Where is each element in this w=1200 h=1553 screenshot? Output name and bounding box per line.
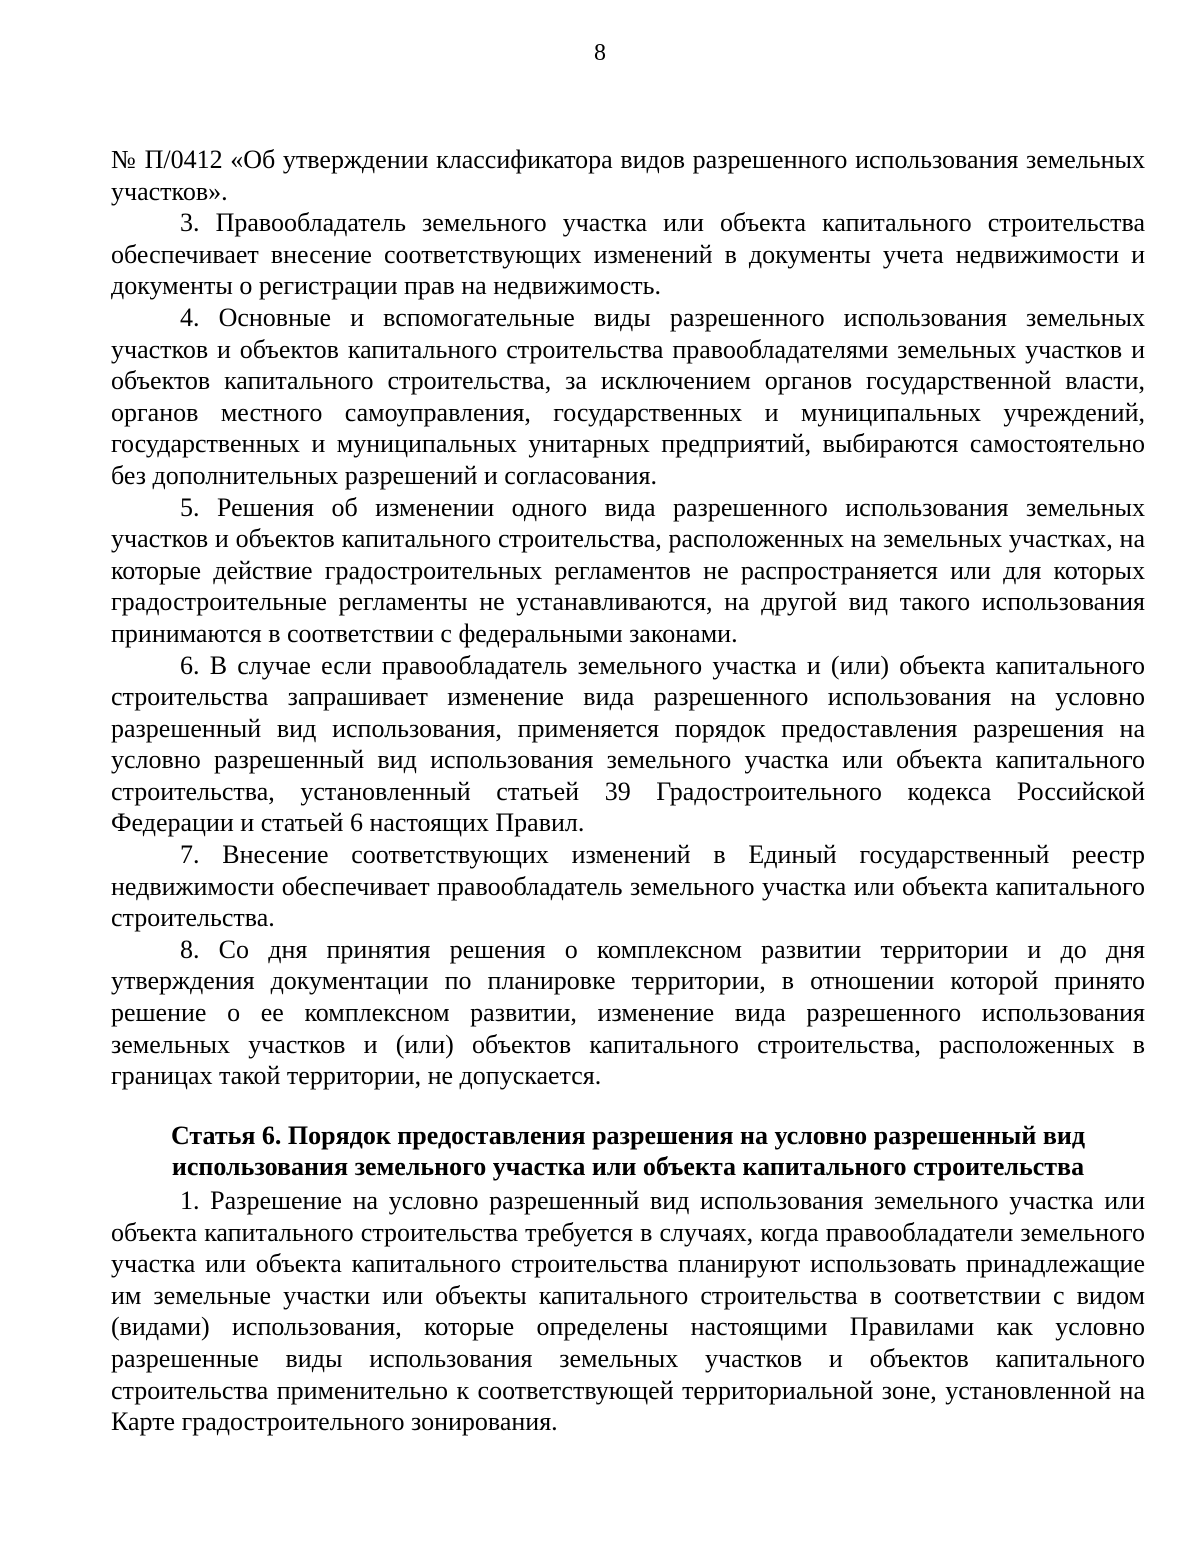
document-body [111, 144, 1145, 1438]
paragraph-item-4: 4. Основные и вспомогательные виды разрешенного использования земельных участков и объектов капитального строительства правообладателями земельных участков и объектов капитального строительства, за исключением органов государственной власти, органов местного самоуправления, государственных и муниципальных учреждений, государственных и муниципальных унитарных предприятий, выбираются самостоятельно без дополнительных разрешений и согласования. [111, 302, 1145, 490]
article-heading-line-1: Статья 6. Порядок предоставления разрешения на условно разрешенный вид [170, 1120, 1085, 1150]
paragraph-item-8: 8. Со дня принятия решения о комплексном развитии территории и до дня утверждения документации по планировке территории, в отношении которой принято решение о ее комплексном развитии, изменение вида разрешенного использования земельных участков и (или) объектов капитального строительства, расположенных в границах такой территории, не допускается. [111, 934, 1145, 1091]
paragraph-item-7: 7. Внесение соответствующих изменений в Единый государственный реестр недвижимости обеспечивает правообладатель земельного участка или объекта капитального строительства. [111, 840, 1145, 933]
article-heading-line-2: использования земельного участка или объекта капитального строительства [171, 1152, 1085, 1182]
paragraph-item-3: 3. Правообладатель земельного участка или объекта капитального строительства обеспечивает внесение соответствующих изменений в документы учета недвижимости и документы о регистрации прав на недвижимость. [111, 208, 1145, 301]
paragraph-item-6: 6. В случае если правообладатель земельного участка и (или) объекта капитального строительства запрашивает изменение вида разрешенного использования на условно разрешенный вид использования, применяется порядок предоставления разрешения на условно разрешенный вид использования земельного участка или объекта капитального строительства, установленный статьей 39 Градостроительного кодекса Российской Федерации и статьей 6 настоящих Правил. [111, 650, 1145, 838]
page-number: 8 [594, 40, 606, 66]
article-paragraph-item-1: 1. Разрешение на условно разрешенный вид использования земельного участка или объекта капитального строительства требуется в случаях, когда правообладатели земельного участка или объекта капитального строительства планируют использовать принадлежащие им земельные участки или объекты капитального строительства в соответствии с видом (видами) использования, которые определены настоящими Правилами как условно разрешенные виды использования земельных участков и объектов капитального строительства применительно к соответствующей территориальной зоне, установленной на Карте градостроительного зонирования. [111, 1186, 1145, 1437]
paragraph-item-5: 5. Решения об изменении одного вида разрешенного использования земельных участков и объектов капитального строительства, расположенных на земельных участках, на которые действие градостроительных регламентов не распространяется или для которых градостроительные регламенты не устанавливаются, на другой вид такого использования принимаются в соответствии с федеральными законами. [111, 492, 1145, 648]
paragraph-continuation: № П/0412 «Об утверждении классификатора видов разрешенного использования земельных участков». [111, 145, 1145, 206]
article-heading [111, 1120, 1145, 1183]
